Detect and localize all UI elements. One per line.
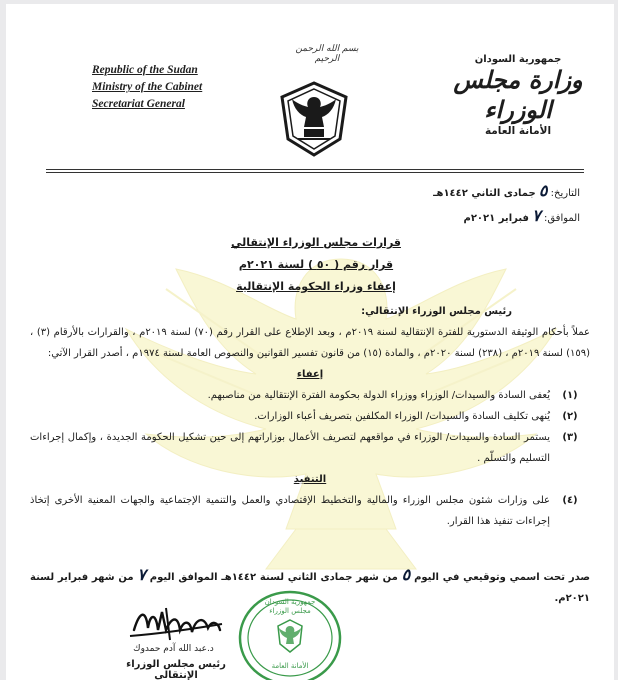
item-number: (٢) [562, 411, 578, 422]
list-item [30, 490, 590, 532]
arabic-secretariat: الأمانة العامة [484, 125, 552, 137]
arabic-country: جمهورية السودان [474, 54, 562, 65]
issued-text-middle: من شهر جمادى الثاني لسنة ١٤٤٢هـ الموافق اليوم [149, 572, 398, 583]
handwritten-signature-icon [126, 600, 226, 648]
issued-text-after: من شهر فبراير لسنة ٢٠٢١م. [30, 572, 590, 604]
addressee: رئيس مجلس الوزراء الإنتقالي: [361, 306, 512, 317]
document-page [6, 4, 614, 680]
item-number: (١) [562, 390, 578, 401]
date-label: التاريخ: [550, 188, 580, 199]
item-text: يستمر السادة والسيدات/ الوزراء في مواقعهم لتصريف الأعمال بوزاراتهم إلى حين تشكيل الحكومة الجديدة ، وإكمال إجراءات التسليم والتسلّم . [30, 432, 550, 464]
issued-handwritten-day2: ٧ [137, 565, 146, 584]
letterhead-secretariat: Secretariat General [92, 98, 185, 110]
stamp-line2: مجلس الوزراء [269, 607, 311, 615]
decision-title: قرارات مجلس الوزراء الإنتقالي [231, 236, 401, 249]
issued-handwritten-day: ٥ [401, 565, 411, 584]
signatory-name: د.عبد الله آدم حمدوك [133, 644, 214, 654]
header-divider [46, 169, 584, 170]
decision-title-block [176, 232, 456, 298]
decision-subject: إعفاء وزراء الحكومة الإنتقالية [236, 280, 396, 293]
arabic-letterhead [438, 54, 598, 137]
list-item [30, 406, 590, 427]
decision-body [30, 301, 590, 532]
official-green-stamp-icon [234, 584, 346, 680]
sudan-secretary-bird-emblem-icon [274, 79, 354, 159]
date-line [360, 180, 580, 205]
english-letterhead [92, 62, 242, 113]
issued-text-before: صدر تحت اسمي وتوقيعي في اليوم [414, 572, 591, 583]
item-number: (٤) [562, 495, 578, 506]
list-item [30, 427, 590, 469]
item-text: على وزارات شئون مجلس الوزراء والمالية والتخطيط الإقتصادي والعمل والتنمية الإجتماعية والجهات المعنية الأخرى إتخاذ إجراءات تنفيذ هذا القرار. [30, 495, 550, 527]
signatory-title: رئيس مجلس الوزراء الإنتقالي [126, 659, 226, 680]
letterhead-country: Republic of the Sudan [92, 64, 198, 76]
date-value: جمادى الثاني ١٤٤٢هـ [433, 188, 536, 199]
arabic-ministry: وزارة مجلس الوزراء [453, 65, 583, 124]
date-handwritten-day: ٥ [538, 181, 548, 200]
corresponding-value: فبراير ٢٠٢١م [463, 213, 529, 224]
stamp-line3: الأمانة العامة [271, 662, 309, 670]
corresponding-handwritten-day: ٧ [532, 206, 541, 225]
date-block [360, 180, 580, 230]
preamble: عملاً بأحكام الوثيقة الدستورية للفترة الإنتقالية لسنة ٢٠١٩م ، وبعد الإطلاع على القرار رقم (٧٠) لسنة ٢٠١٩م ، والقرارات بالأرقام (٣) ، (١٥٩) لسنة ٢٠١٩م ، (٢٣٨) لسنة ٢٠٢٠م ، والمادة (١٥) من قانون تفسير القوانين والنصوص العامة لسنة ١٩٧٤م ، أصدر القرار الآتي: [30, 327, 590, 359]
item-text: يُنهى تكليف السادة والسيدات/ الوزراء المكلفين بتصريف أعباء الوزارات. [254, 411, 550, 422]
bismillah-calligraphy: بسم الله الرحمن الرحيم [295, 44, 359, 64]
stamp-line1: جمهورية السودان [264, 598, 316, 606]
corresponding-date-line [360, 205, 580, 230]
list-item [30, 385, 590, 406]
item-number: (٣) [562, 432, 578, 443]
section-title-implementation: التنفيذ [293, 474, 327, 485]
decision-number: قرار رقم ( ٥٠ ) لسنة ٢٠٢١م [238, 258, 394, 271]
section-title-exemption: إعفاء [296, 369, 324, 380]
corresponding-label: الموافق: [543, 213, 580, 224]
letterhead-ministry: Ministry of the Cabinet [92, 81, 203, 93]
header-divider-secondary [46, 172, 584, 173]
item-text: يُعفى السادة والسيدات/ الوزراء ووزراء الدولة بحكومة الفترة الإنتقالية من مناصبهم. [207, 390, 550, 401]
